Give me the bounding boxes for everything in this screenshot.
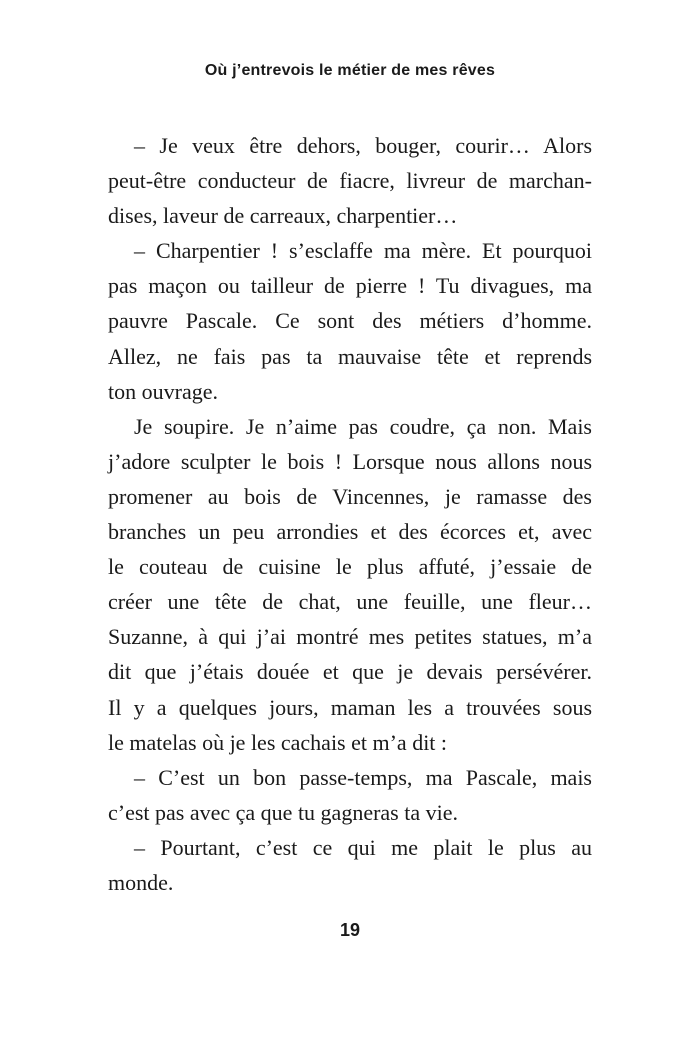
text-line: peut-être conducteur de fiacre, livreur de marchan- [108, 168, 592, 194]
text-line: c’est pas avec ça que tu gagneras ta vie. [108, 799, 458, 825]
text-line: pas maçon ou tailleur de pierre ! Tu divagues, ma [108, 273, 592, 299]
body-text [108, 128, 592, 900]
text-line: – Je veux être dehors, bouger, courir… Alors [134, 133, 592, 158]
text-line: Suzanne, à qui j’ai montré mes petites statues, m’a [108, 624, 592, 650]
running-head: Où j’entrevois le métier de mes rêves [204, 62, 496, 79]
text-line: le matelas où je les cachais et m’a dit : [108, 729, 448, 755]
text-line: promener au bois de Vincennes, je ramasse des [108, 483, 592, 509]
text-line: branches un peu arrondies et des écorces et, avec [108, 519, 592, 545]
text-line: le couteau de cuisine le plus affuté, j’essaie de [108, 554, 592, 580]
text-line: ton ouvrage. [108, 378, 218, 404]
page-number: 19 [339, 920, 361, 940]
text-line: créer une tête de chat, une feuille, une fleur… [108, 589, 592, 615]
text-line: – Pourtant, c’est ce qui me plait le plus au [134, 834, 592, 860]
text-line: pauvre Pascale. Ce sont des métiers d’homme. [108, 308, 592, 334]
text-line: Je soupire. Je n’aime pas coudre, ça non. Mais [134, 413, 592, 439]
text-line: dit que j’étais douée et que je devais persévérer. [108, 659, 592, 685]
text-line: Il y a quelques jours, maman les a trouvées sous [108, 694, 592, 720]
text-line: – C’est un bon passe-temps, ma Pascale, mais [134, 764, 592, 790]
text-line: j’adore sculpter le bois ! Lorsque nous allons nous [108, 448, 592, 474]
text-line: Allez, ne fais pas ta mauvaise tête et reprends [108, 343, 592, 369]
text-line: – Charpentier ! s’esclaffe ma mère. Et pourquoi [134, 238, 592, 264]
text-line: monde. [108, 869, 174, 895]
text-line: dises, laveur de carreaux, charpentier… [108, 203, 458, 229]
